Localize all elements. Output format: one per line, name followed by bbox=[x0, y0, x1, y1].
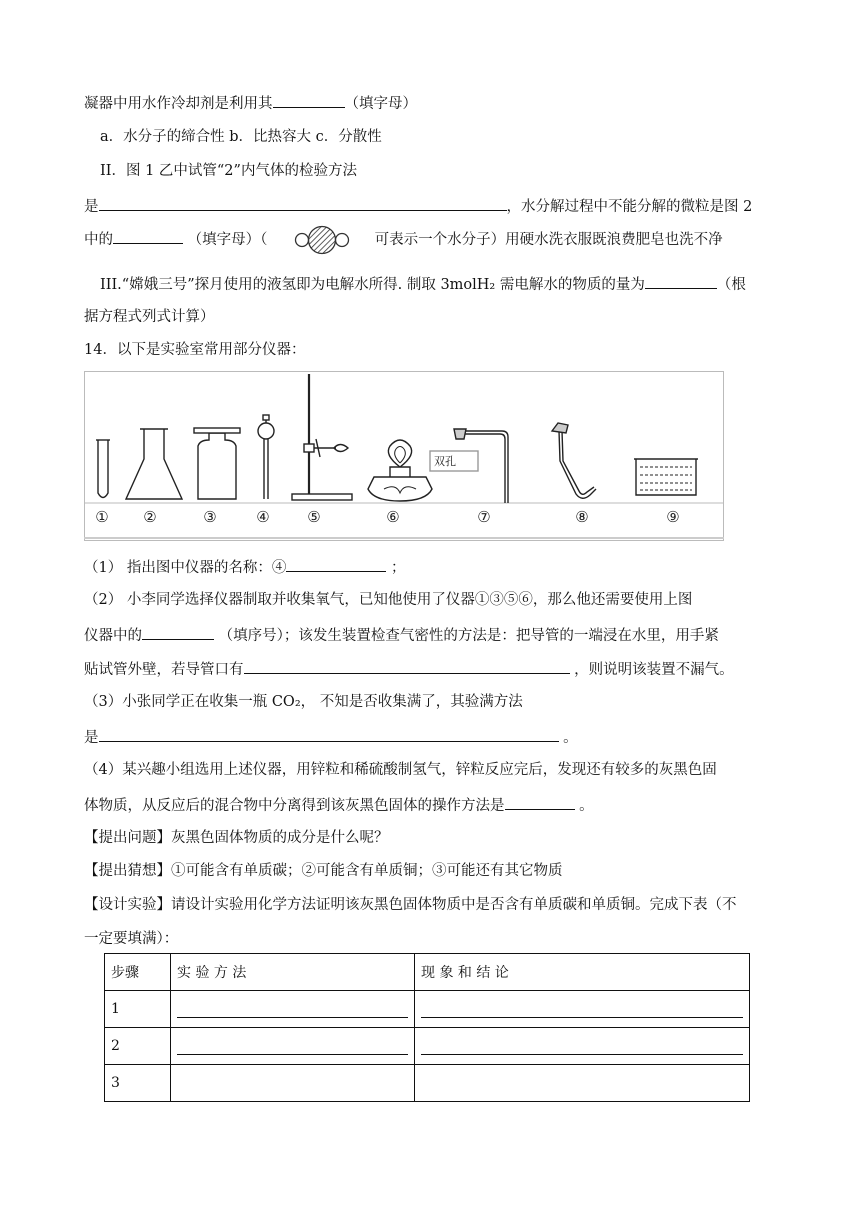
answer-blank[interactable] bbox=[177, 999, 408, 1018]
answer-blank[interactable] bbox=[286, 556, 386, 572]
text-line: 贴试管外壁，若导管口有 ，则说明该装置不漏气。 bbox=[84, 658, 734, 680]
method-cell[interactable] bbox=[171, 1065, 415, 1102]
stopper-label: 双孔 bbox=[434, 455, 456, 468]
experiment-table bbox=[104, 953, 750, 1102]
text-line: 仪器中的 （填序号）；该发生装置检查气密性的方法是：把导管的一端浸在水里，用手紧 bbox=[84, 624, 719, 646]
column-header: 实 验 方 法 bbox=[171, 954, 415, 991]
apparatus-label: ⑦ bbox=[477, 508, 491, 526]
apparatus-label: ① bbox=[95, 508, 109, 526]
text-line: 是 。 bbox=[84, 726, 578, 748]
sub-question-3: （3）小张同学正在收集一瓶 CO₂， 不知是否收集满了，其验满方法 bbox=[84, 694, 523, 710]
result-cell[interactable] bbox=[415, 1065, 750, 1102]
table-row bbox=[105, 991, 750, 1028]
apparatus-label: ② bbox=[143, 508, 157, 526]
answer-blank[interactable] bbox=[244, 658, 570, 674]
text-line-4: 是 ，水分解过程中不能分解的微粒是图 2 bbox=[84, 195, 752, 217]
question-iii: III.“嫦娥三号”探月使用的液氢即为电解水所得. 制取 3molH₂ 需电解水的物质的量为 （根 bbox=[100, 273, 746, 295]
step-number: 3 bbox=[105, 1065, 171, 1102]
water-molecule-icon bbox=[294, 225, 350, 255]
answer-blank[interactable] bbox=[645, 273, 717, 289]
sub-question-4: （4）某兴趣小组选用上述仪器，用锌粒和稀硫酸制氢气，锌粒反应完后，发现还有较多的灰黑色固 bbox=[84, 762, 717, 778]
step-number: 2 bbox=[105, 1028, 171, 1065]
lab-apparatus-figure bbox=[84, 371, 724, 541]
table-row bbox=[105, 1028, 750, 1065]
text-line-7: 据方程式列式计算） bbox=[84, 309, 215, 325]
text-line: 一定要填满）： bbox=[84, 931, 179, 947]
question-ii: II．图 1 乙中试管“2”内气体的检验方法 bbox=[100, 163, 357, 179]
method-cell[interactable] bbox=[171, 991, 415, 1028]
apparatus-label: ⑤ bbox=[307, 508, 321, 526]
apparatus-label: ⑥ bbox=[386, 508, 400, 526]
hypothesis: 【提出猜想】①可能含有单质碳；②可能含有单质铜；③可能还有其它物质 bbox=[84, 863, 563, 879]
question-14-title: 14．以下是实验室常用部分仪器： bbox=[84, 342, 306, 358]
answer-blank[interactable] bbox=[99, 195, 507, 211]
apparatus-label: ④ bbox=[256, 508, 270, 526]
raise-question: 【提出问题】灰黑色固体物质的成分是什么呢？ bbox=[84, 830, 389, 846]
answer-blank[interactable] bbox=[273, 92, 345, 108]
column-header: 现 象 和 结 论 bbox=[415, 954, 750, 991]
text-line-5: 中的 （填字母）（ 可表示一个水分子）用硬水洗衣服既浪费肥皂也洗不净 bbox=[84, 223, 723, 257]
answer-blank[interactable] bbox=[113, 228, 183, 244]
column-header: 步骤 bbox=[105, 954, 171, 991]
table-header-row bbox=[105, 954, 750, 991]
apparatus-label: ⑨ bbox=[666, 508, 680, 526]
text-line: 体物质，从反应后的混合物中分离得到该灰黑色固体的操作方法是 。 bbox=[84, 794, 594, 816]
text-line-1: 凝器中用水作冷却剂是利用其 （填字母） bbox=[84, 92, 417, 114]
answer-blank[interactable] bbox=[505, 794, 575, 810]
apparatus-label: ⑧ bbox=[575, 508, 589, 526]
answer-blank[interactable] bbox=[142, 624, 214, 640]
design-experiment: 【设计实验】请设计实验用化学方法证明该灰黑色固体物质中是否含有单质碳和单质铜。完成下表（不 bbox=[84, 897, 737, 913]
apparatus-label: ③ bbox=[203, 508, 217, 526]
sub-question-2: （2） 小李同学选择仪器制取并收集氧气，已知他使用了仪器①③⑤⑥，那么他还需要使用上图 bbox=[84, 592, 693, 608]
step-number: 1 bbox=[105, 991, 171, 1028]
answer-blank[interactable] bbox=[421, 999, 743, 1018]
options-line: a．水分子的缔合性 b．比热容大 c．分散性 bbox=[100, 129, 382, 145]
method-cell[interactable] bbox=[171, 1028, 415, 1065]
sub-question-1: （1） 指出图中仪器的名称：④ ； bbox=[84, 556, 405, 578]
table-row bbox=[105, 1065, 750, 1102]
answer-blank[interactable] bbox=[99, 726, 559, 742]
result-cell[interactable] bbox=[415, 1028, 750, 1065]
result-cell[interactable] bbox=[415, 991, 750, 1028]
answer-blank[interactable] bbox=[177, 1036, 408, 1055]
answer-blank[interactable] bbox=[421, 1036, 743, 1055]
